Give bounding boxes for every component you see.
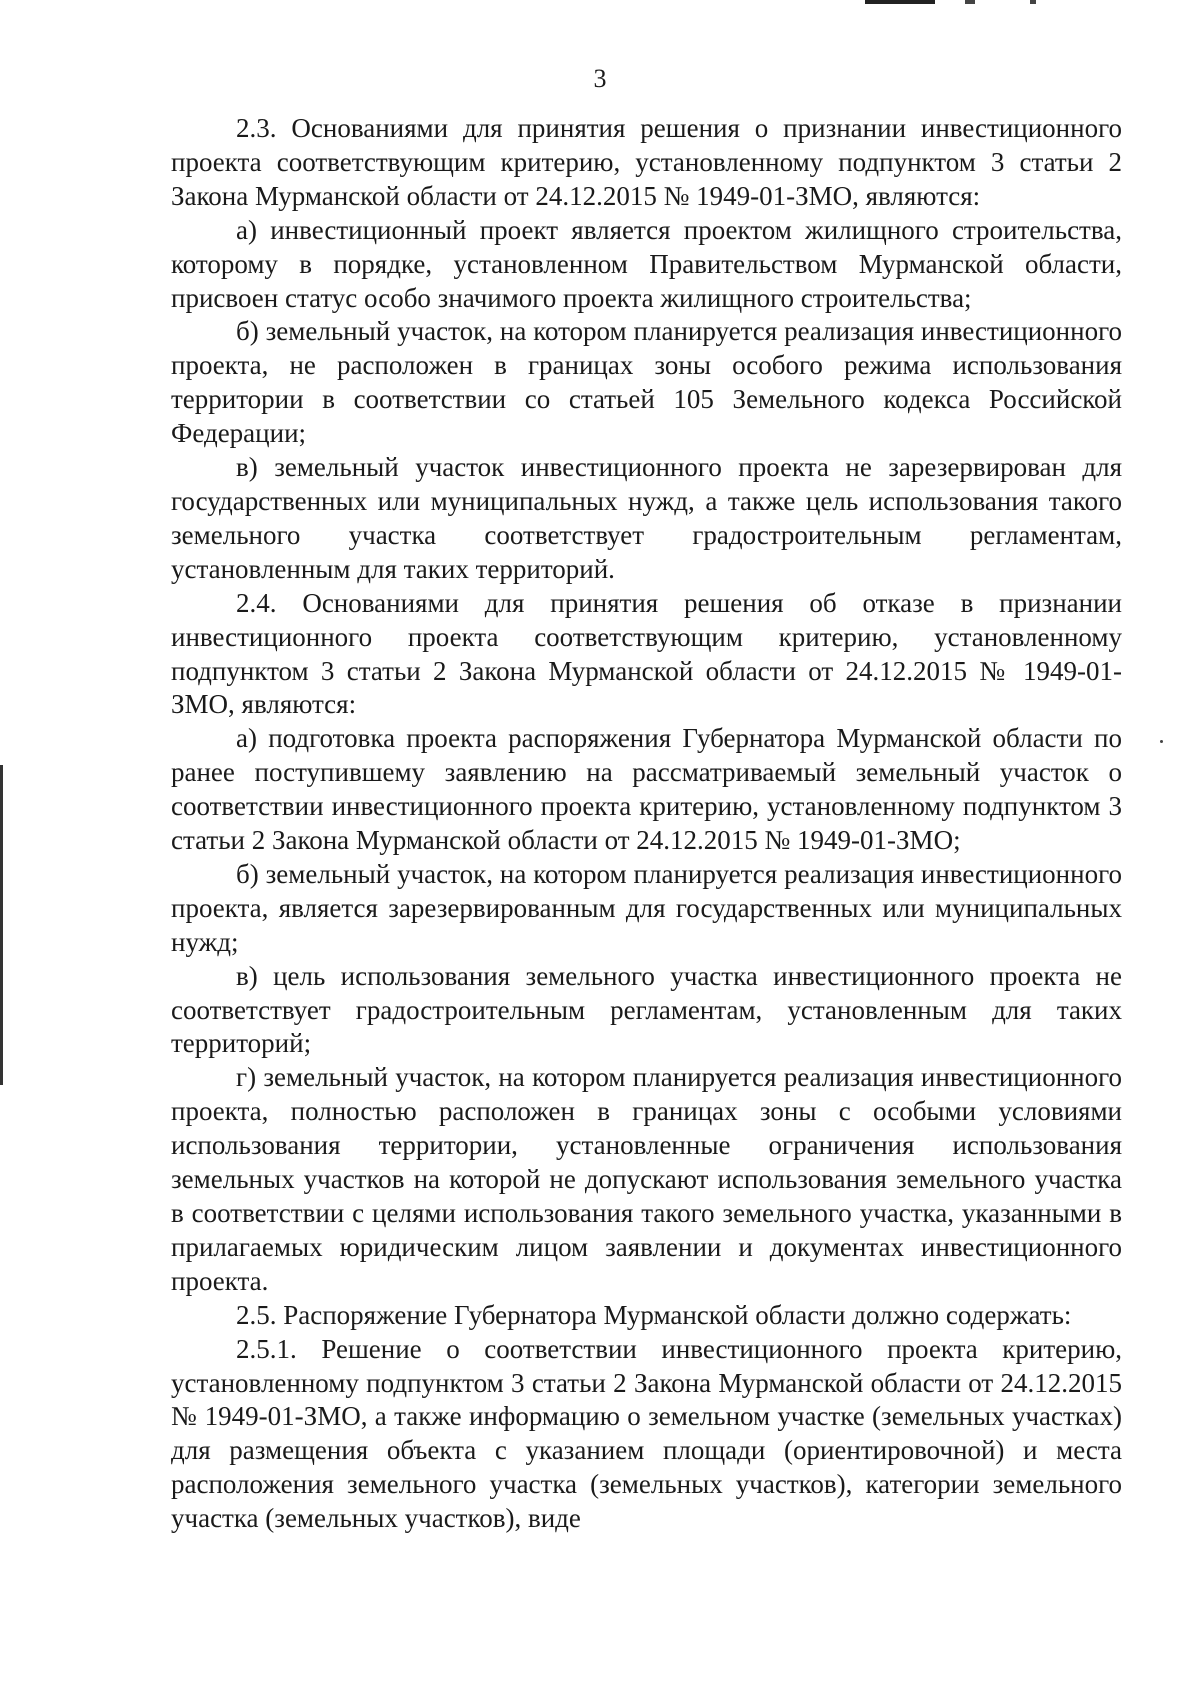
paragraph-2-4-v: в) цель использования земельного участка инвестиционного проекта не соответствует градостроительным регламентам, установленным для таких территорий; [171,960,1122,1059]
document-body [171,112,1122,1536]
paragraph-2-5: 2.5. Распоряжение Губернатора Мурманской области должно содержать: [236,1299,1072,1330]
paragraph-2-4-b: б) земельный участок, на котором планируется реализация инвестиционного проекта, является зарезервированным для государственных или муниципальных нужд; [171,858,1122,957]
scan-artifact [1030,0,1036,4]
scan-artifact [1160,740,1163,743]
paragraph-2-4-g: г) земельный участок, на котором планируется реализация инвестиционного проекта, полностью расположен в границах зоны с особыми условиями использования территории, установленные ограничения использования земельных участков на которой не допускают использования земельного участка в соответствии с целями использования такого земельного участка, указанными в прилагаемых юридическим лицом заявлении и документах инвестиционного проекта. [171,1062,1122,1296]
paragraph-2-3-a: а) инвестиционный проект является проектом жилищного строительства, которому в порядке, установленном Правительством Мурманской области, присвоен статус особо значимого проекта жилищного строительства; [171,214,1122,313]
paragraph-2-4: 2.4. Основаниями для принятия решения об отказе в признании инвестиционного проекта соответствующим критерию, установленному подпунктом 3 статьи 2 Закона Мурманской области от 24.12.2015 № 1949-01-ЗМО, являются: [171,587,1122,720]
scan-artifact [965,0,975,4]
scan-edge-artifact [0,765,3,1085]
paragraph-2-5-1: 2.5.1. Решение о соответствии инвестиционного проекта критерию, установленному подпунктом 3 статьи 2 Закона Мурманской области от 24.12.2015 № 1949-01-ЗМО, а также информацию о земельном участке (земельных участках) для размещения объекта с указанием площади (ориентировочной) и места расположения земельного участка (земельных участков), категории земельного участка (земельных участков), виде [171,1333,1122,1534]
scan-artifact [865,0,935,4]
paragraph-2-4-a: а) подготовка проекта распоряжения Губернатора Мурманской области по ранее поступившему заявлению на рассматриваемый земельный участок о соответствии инвестиционного проекта критерию, установленному подпунктом 3 статьи 2 Закона Мурманской области от 24.12.2015 № 1949-01-ЗМО; [171,723,1122,856]
paragraph-2-3-b: б) земельный участок, на котором планируется реализация инвестиционного проекта, не расположен в границах зоны особого режима использования территории в соответствии со статьей 105 Земельного кодекса Российской Федерации; [171,316,1122,449]
paragraph-2-3: 2.3. Основаниями для принятия решения о признании инвестиционного проекта соответствующим критерию, установленному подпунктом 3 статьи 2 Закона Мурманской области от 24.12.2015 № 1949-01-ЗМО, являются: [171,113,1122,211]
page-number: 3 [593,64,607,93]
paragraph-2-3-v: в) земельный участок инвестиционного проекта не зарезервирован для государственных или муниципальных нужд, а также цель использования такого земельного участка соответствует градостроительным регламентам, установленным для таких территорий. [171,452,1122,584]
